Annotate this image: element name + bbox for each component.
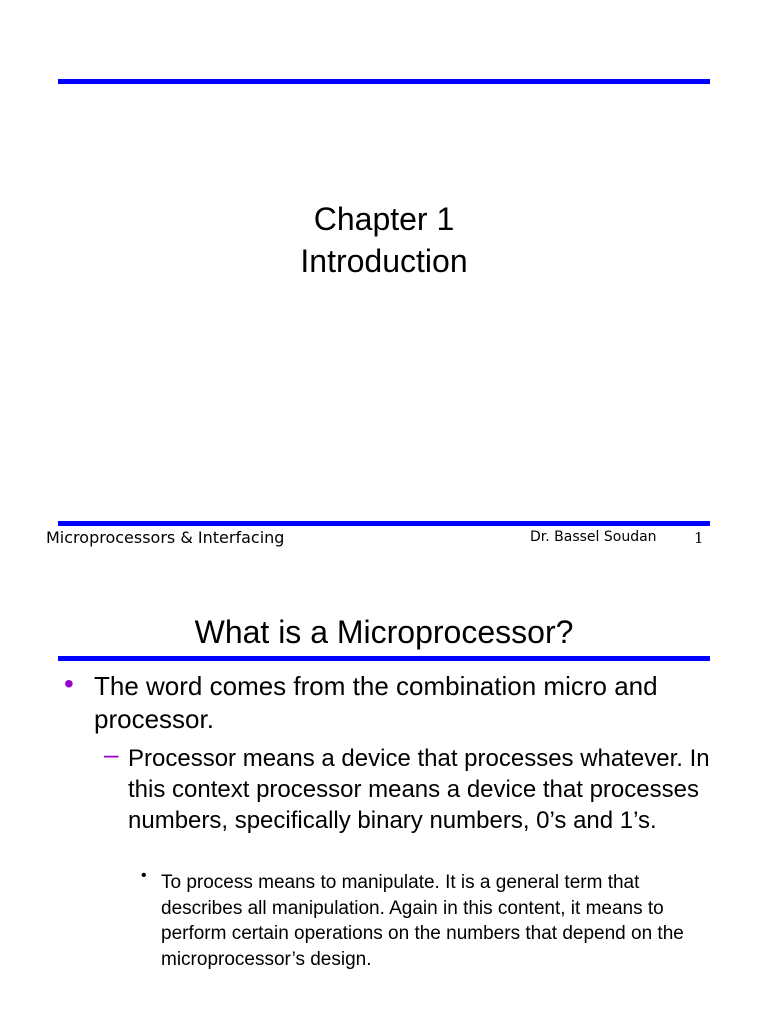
list-item xyxy=(64,670,724,736)
dash-bullet-icon: – xyxy=(104,739,119,769)
list-item xyxy=(138,867,718,972)
footer-divider xyxy=(58,521,710,526)
bullet-icon: • xyxy=(64,668,74,699)
bullet-icon: • xyxy=(141,867,147,884)
footer-course-title: Microprocessors & Interfacing xyxy=(46,528,285,547)
footer-page-number: 1 xyxy=(694,529,704,547)
section-heading: What is a Microprocessor? xyxy=(194,614,574,650)
bullet-text: The word comes from the combination micro and processor. xyxy=(94,671,658,734)
bullet-text: Processor means a device that processes whatever. In this context processor means a device that processes numbers, specifically binary numbers, 0’s and 1’s. xyxy=(128,745,710,834)
footer-author: Dr. Bassel Soudan xyxy=(530,529,657,545)
heading-divider xyxy=(58,656,710,661)
slide-title xyxy=(0,198,768,282)
bullet-text: To process means to manipulate. It is a general term that describes all manipulation. Again in this content, it means to perform certain operations on the numbers that depend on the microprocessor’s design. xyxy=(161,872,684,970)
top-divider xyxy=(58,79,710,84)
chapter-subtitle: Introduction xyxy=(300,243,468,279)
chapter-heading: Chapter 1 xyxy=(313,201,455,237)
list-item xyxy=(104,739,714,836)
